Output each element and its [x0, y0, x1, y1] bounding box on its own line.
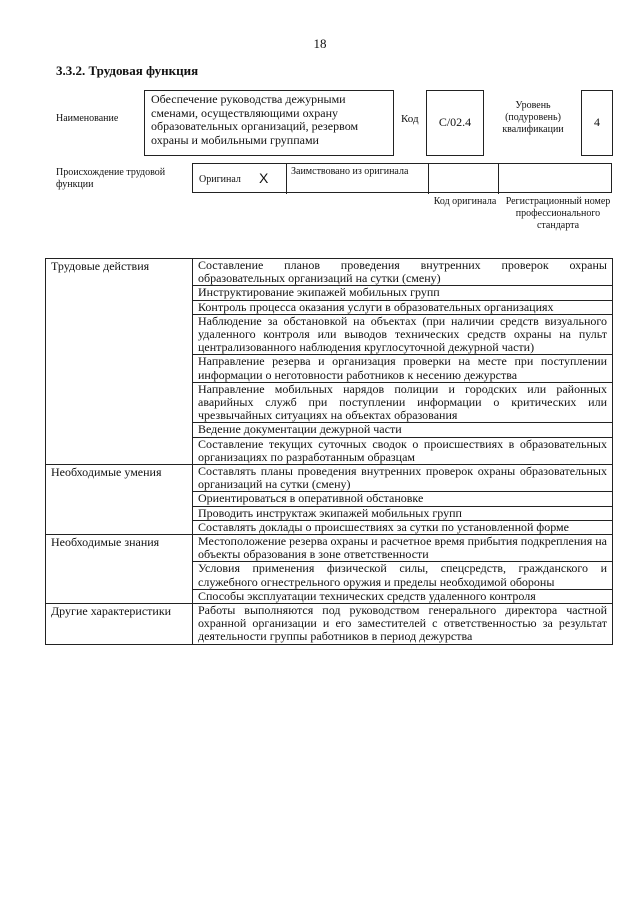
item-cell: Местоположение резерва охраны и расчетное время прибытия подкрепления на объекты образования в зоне ответственности [193, 535, 613, 562]
registration-number-caption: Регистрационный номер профессионального стандарта [505, 196, 611, 231]
origin-borrowed-cell [287, 164, 429, 194]
item-cell: Составлять планы проведения внутренних проверок охраны образовательных организаций на сутки (смену) [193, 465, 613, 492]
table-body [46, 259, 613, 645]
item-cell: Ориентироваться в оперативной обстановке [193, 492, 613, 506]
function-name-box: Обеспечение руководства дежурными сменами, осуществляющими охрану образовательных организаций, резервом охраны и мобильными группами [144, 90, 394, 156]
section-title: 3.3.2. Трудовая функция [56, 63, 199, 78]
item-cell: Контроль процесса оказания услуги в образовательных организациях [193, 300, 613, 314]
code-original-caption: Код оригинала [433, 196, 497, 207]
item-cell: Условия применения физической силы, спецсредств, гражданского и служебного огнестрельного оружия и пределы необходимой обороны [193, 562, 613, 589]
origin-label: Происхождение трудовой функции [56, 167, 166, 190]
item-cell: Инструктирование экипажей мобильных групп [193, 286, 613, 300]
original-label: Оригинал [199, 174, 241, 185]
code-label: Код [401, 113, 419, 125]
function-code-box: С/02.4 [426, 90, 484, 156]
category-cell: Другие характеристики [46, 604, 193, 645]
item-cell: Составление текущих суточных сводок о происшествиях в образовательных организациях по разработанным образцам [193, 437, 613, 464]
borrowed-label: Заимствовано из оригинала [291, 166, 409, 177]
item-cell: Работы выполняются под руководством генерального директора частной охранной организации и его заместителей с ответственностью за результат деятельности группы работников в период дежурства [193, 604, 613, 645]
table-row [46, 259, 613, 286]
origin-reg-number-cell [499, 164, 613, 194]
origin-code-cell [429, 164, 499, 194]
category-cell: Необходимые умения [46, 465, 193, 535]
function-characteristics-table [45, 258, 613, 645]
table-row [46, 535, 613, 562]
item-cell: Направление мобильных нарядов полиции и городских или районных аварийных служб при поступлении информации о критических или чрезвычайных ситуациях на объектах образования [193, 382, 613, 423]
qualification-level-label: Уровень (подуровень) квалификации [502, 100, 564, 135]
table-row [46, 604, 613, 645]
item-cell: Составление планов проведения внутренних проверок охраны образовательных организаций на сутки (смену) [193, 259, 613, 286]
item-cell: Направление резерва и организация проверки на месте при поступлении информации о неготовности работников к несению дежурства [193, 355, 613, 382]
category-cell: Необходимые знания [46, 535, 193, 604]
table-row [46, 465, 613, 492]
origin-row [192, 163, 612, 193]
item-cell: Наблюдение за обстановкой на объектах (при наличии средств визуального удаленного контроля или выводов технических средств охраны на пульт централизованного наблюдения круглосуточной дежурной части) [193, 314, 613, 355]
item-cell: Ведение документации дежурной части [193, 423, 613, 437]
origin-original-cell [193, 164, 287, 194]
category-cell: Трудовые действия [46, 259, 193, 465]
name-label: Наименование [56, 113, 119, 124]
qualification-level-box: 4 [581, 90, 613, 156]
item-cell: Способы эксплуатации технических средств удаленного контроля [193, 589, 613, 603]
item-cell: Проводить инструктаж экипажей мобильных групп [193, 506, 613, 520]
item-cell: Составлять доклады о происшествиях за сутки по установленной форме [193, 520, 613, 534]
original-checkmark: X [259, 170, 269, 186]
page-number: 18 [313, 36, 327, 51]
